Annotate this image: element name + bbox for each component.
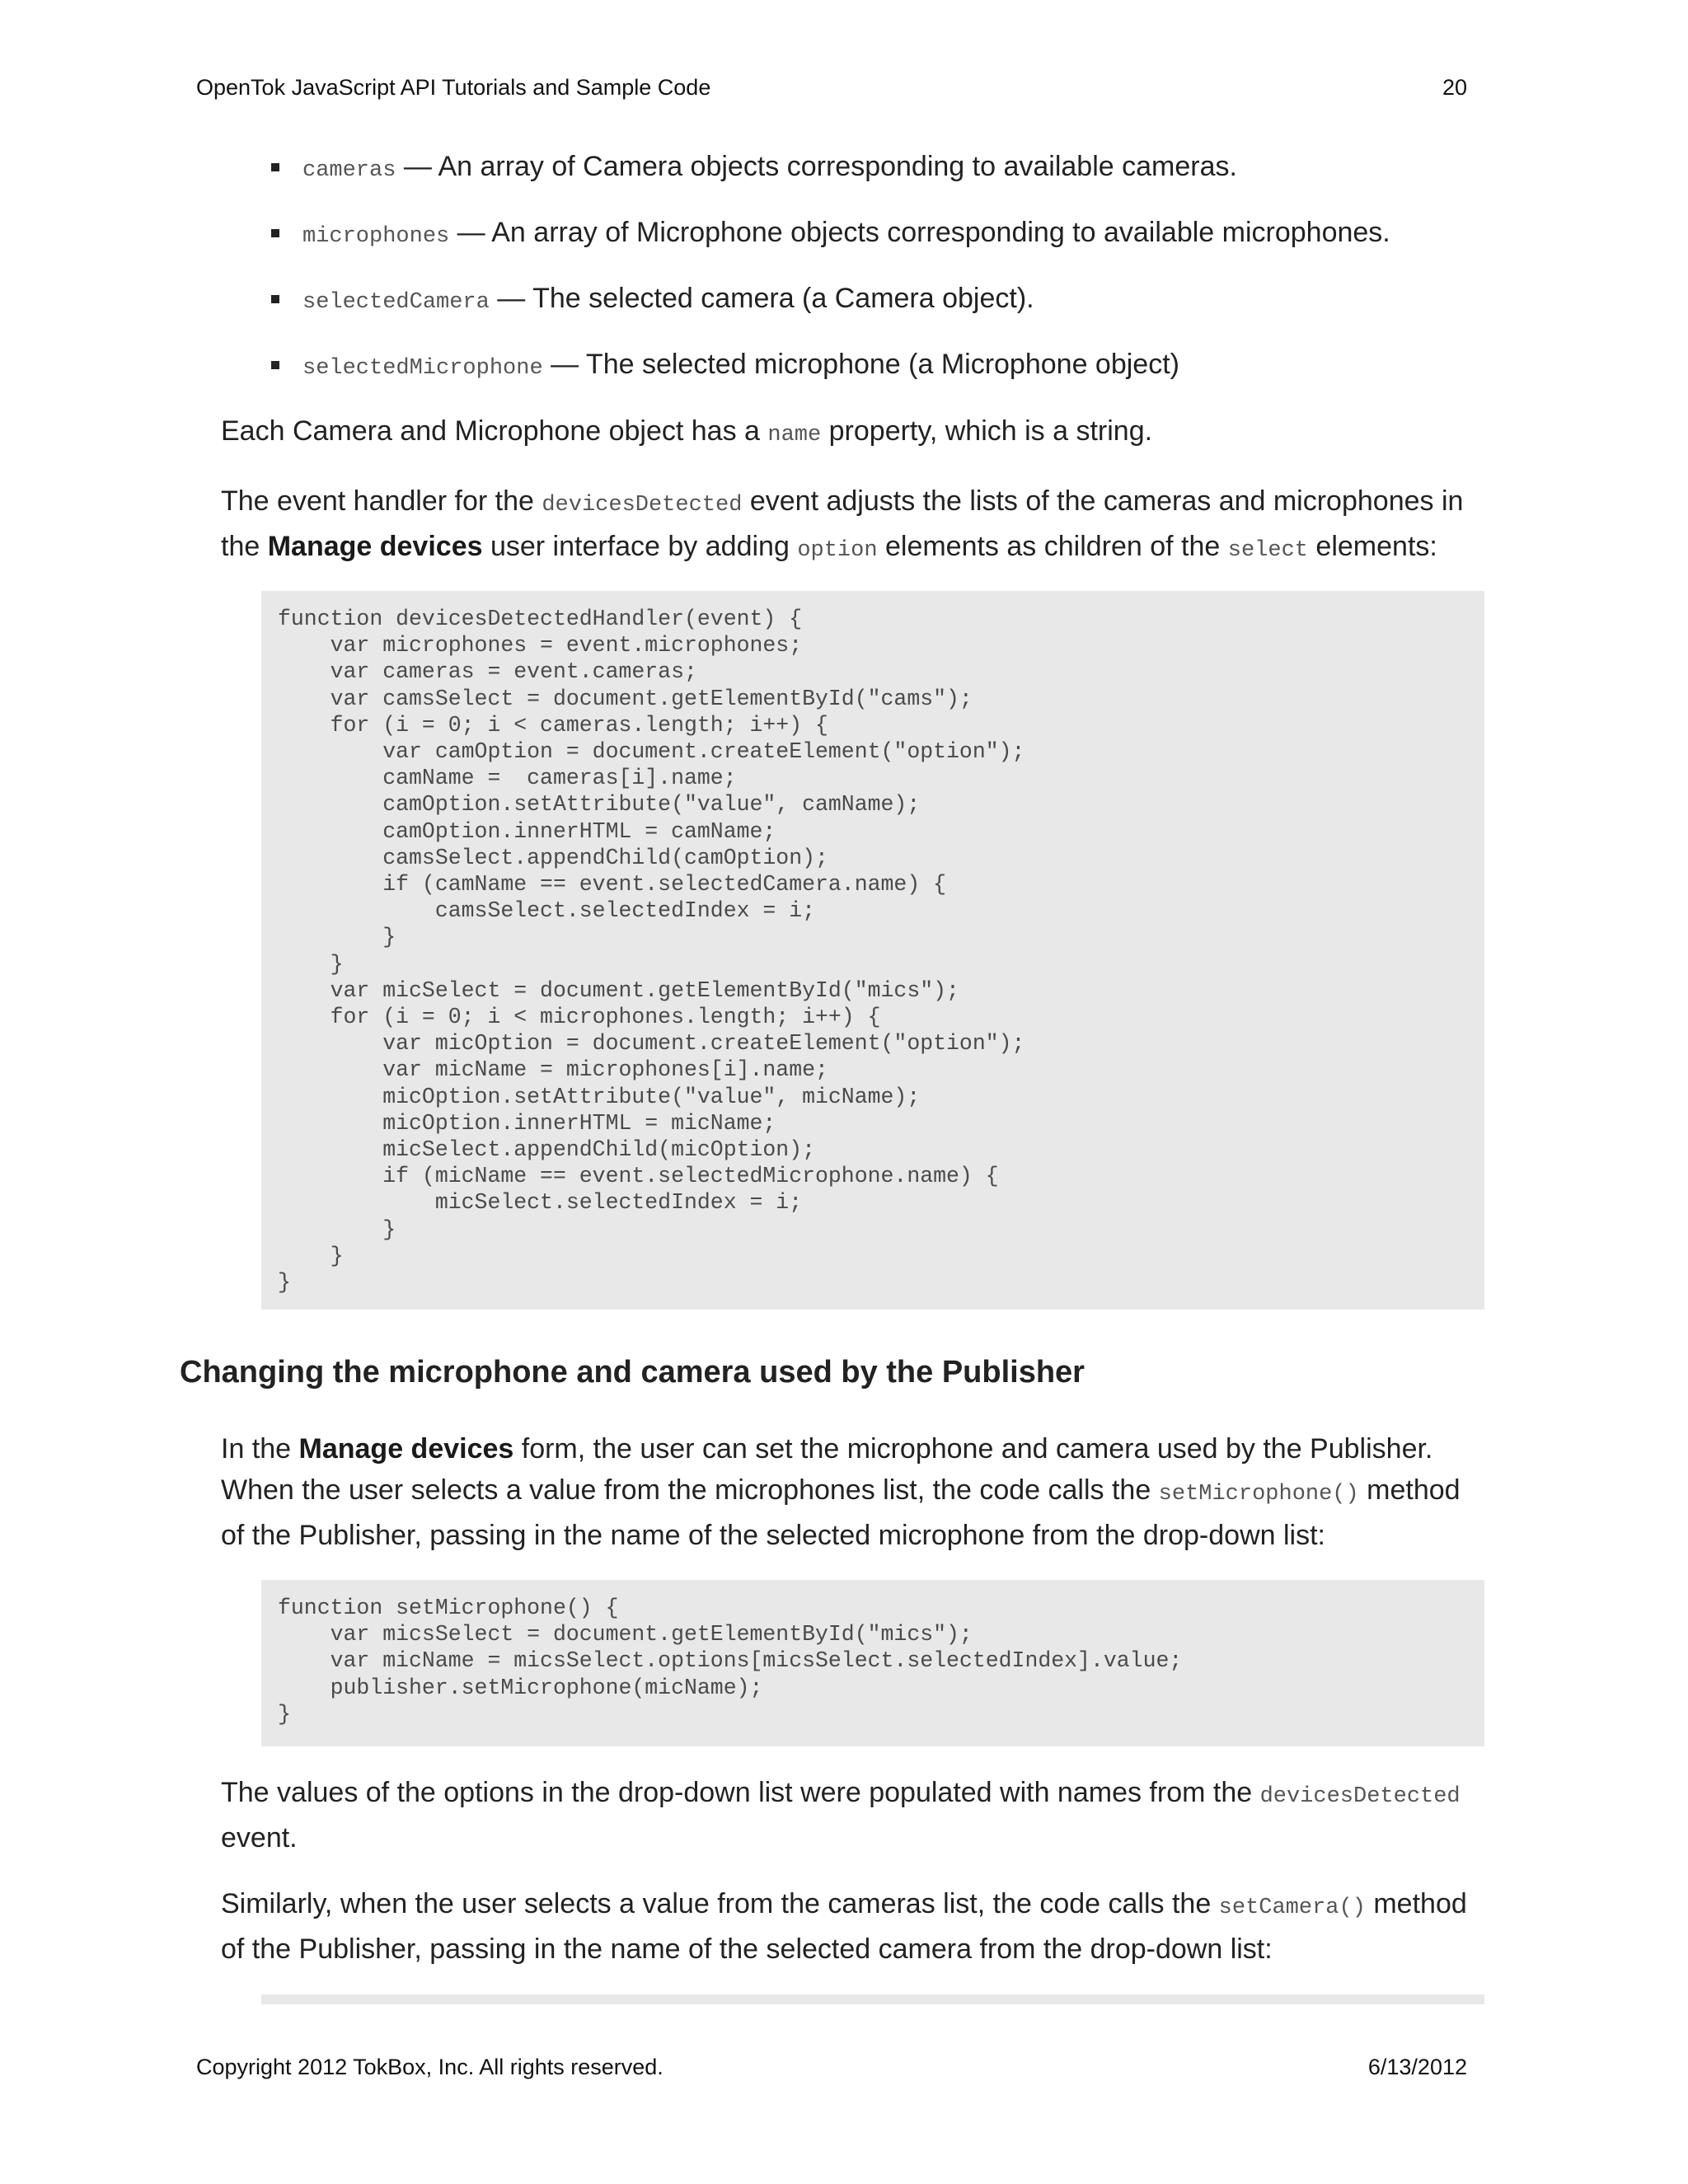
copyright-notice: Copyright 2012 TokBox, Inc. All rights reserved. (196, 2054, 663, 2079)
property-description: — The selected microphone (a Microphone object) (542, 349, 1179, 380)
list-item (268, 279, 1504, 344)
property-description: — An array of Microphone objects corresponding to available microphones. (449, 217, 1390, 248)
list-item (268, 213, 1504, 279)
paragraph-set-camera: Similarly, when the user selects a value from the cameras list, the code calls the setCamera() method of the Publisher, passing in the name of the selected camera from the drop-down list: (221, 1888, 1467, 1965)
property-name: selectedMicrophone (302, 356, 543, 381)
list-item (268, 344, 1504, 410)
inline-code: devicesDetected (1259, 1784, 1461, 1809)
property-description: — An array of Camera objects corresponding to available cameras. (396, 151, 1237, 182)
bold-term: Manage devices (298, 1433, 514, 1465)
list-item (268, 147, 1504, 213)
code-block-set-microphone: function setMicrophone() { var micsSelect = document.getElementById("mics"); var micName = micsSelect.options[micsSelect.selectedIndex].value; publisher.setMicrophone(micName); } (261, 1580, 1484, 1746)
paragraph-name-property: Each Camera and Microphone object has a name property, which is a string. (221, 415, 1153, 448)
inline-code: option (797, 538, 878, 563)
bullet-icon (271, 229, 279, 237)
page-number: 20 (1442, 74, 1467, 100)
paragraph-event-handler: The event handler for the devicesDetected event adjusts the lists of the cameras and microphones in the Manage devices user interface by adding option elements as children of the select elements: (221, 485, 1464, 563)
inline-code: name (767, 423, 822, 448)
inline-code: setMicrophone() (1158, 1482, 1359, 1507)
bullet-icon (271, 361, 279, 369)
document-title: OpenTok JavaScript API Tutorials and Sample Code (196, 74, 711, 100)
inline-code: select (1227, 538, 1308, 563)
property-name: microphones (302, 224, 450, 249)
property-list (268, 147, 1504, 410)
bold-term: Manage devices (267, 531, 483, 562)
section-heading: Changing the microphone and camera used by the Publisher (180, 1355, 1085, 1390)
property-description: — The selected camera (a Camera object). (489, 283, 1034, 314)
inline-code: devicesDetected (542, 493, 743, 518)
bullet-icon (271, 163, 279, 171)
code-block-continued (261, 1994, 1484, 2004)
bullet-icon (271, 295, 279, 303)
paragraph-options-values: The values of the options in the drop-down list were populated with names from the devicesDetected event. (221, 1777, 1461, 1854)
page-header (196, 71, 1467, 104)
property-name: selectedCamera (302, 290, 490, 315)
property-name: cameras (302, 158, 396, 183)
code-block-devices-detected: function devicesDetectedHandler(event) { var microphones = event.microphones; var cameras = event.cameras; var camsSelect = document.getElementById("cams"); for (i = 0; i < cameras.length; i++) { var camOption = document.createElement("option"); camName = cameras[i].name; camOption.setAttribute("value", camName); camOption.innerHTML = camName; camsSelect.appendChild(camOption); if (camName == event.selectedCamera.name) { camsSelect.selectedIndex = i; } } var micSelect = document.getElementById("mics"); for (i = 0; i < microphones.length; i++) { var micOption = document.createElement("option"); var micName = microphones[i].name; micOption.setAttribute("value", micName); micOption.innerHTML = micName; micSelect.appendChild(micOption); if (micName == event.selectedMicrophone.name) { micSelect.selectedIndex = i; } } } (261, 591, 1484, 1310)
page-footer (196, 2050, 1467, 2083)
document-date: 6/13/2012 (1367, 2054, 1467, 2079)
inline-code: setCamera() (1218, 1896, 1366, 1920)
paragraph-manage-devices: In the Manage devices form, the user can set the microphone and camera used by the Publisher. When the user selects a value from the microphones list, the code calls the setMicrophone() method of the Publisher, passing in the name of the selected microphone from the drop-down list: (221, 1433, 1461, 1551)
